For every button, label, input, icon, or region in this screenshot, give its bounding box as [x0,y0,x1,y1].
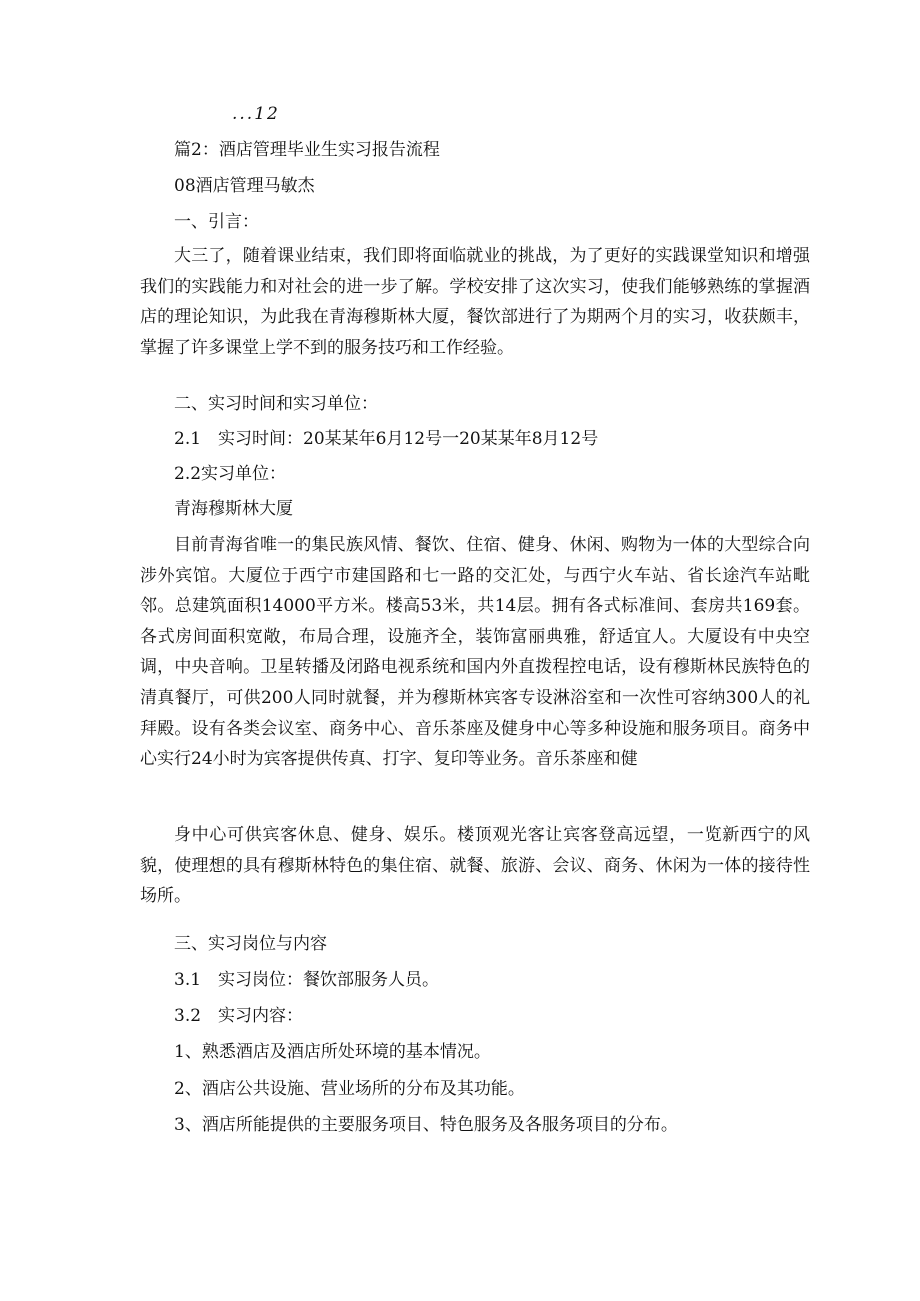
intro-paragraph: 大三了，随着课业结束，我们即将面临就业的挑战，为了更好的实践课堂知识和增强我们的实践能力和对社会的进一步了解。学校安排了这次实习，使我们能够熟练的掌握酒店的理论知识，为此我在青海穆斯林大厦，餐饮部进行了为期两个月的实习，收获颇丰，掌握了许多课堂上学不到的服务技巧和工作经验。 [140,246,810,358]
section-heading-intro: 一、引言： [174,212,259,232]
internship-post: 3.1 实习岗位：餐饮部服务人员。 [174,970,440,990]
section-heading-post-content: 三、实习岗位与内容 [174,934,327,954]
internship-unit-label: 2.2实习单位： [174,464,287,484]
internship-unit-name: 青海穆斯林大厦 [174,499,293,519]
content-list-item: 2、酒店公共设施、营业场所的分布及其功能。 [174,1079,525,1099]
content-list-item: 1、熟悉酒店及酒店所处环境的基本情况。 [174,1042,491,1062]
document-title: 篇2：酒店管理毕业生实习报告流程 [174,140,440,160]
hotel-description-continued: 身中心可供宾客休息、健身、娱乐。楼顶观光客让宾客登高远望，一览新西宁的风貌，使理想的具有穆斯林特色的集住宿、就餐、旅游、会议、商务、休闲为一体的接待性场所。 [140,825,810,907]
hotel-description-paragraph: 目前青海省唯一的集民族风情、餐饮、住宿、健身、休闲、购物为一体的大型综合向涉外宾馆。大厦位于西宁市建国路和七一路的交汇处，与西宁火车站、省长途汽车站毗邻。总建筑面积14000平方米。楼高53米，共14层。拥有各式标准间、套房共169套。各式房间面积宽敞，布局合理，设施齐全，装饰富丽典雅，舒适宜人。大厦设有中央空调，中央音响。卫星转播及闭路电视系统和国内外直拨程控电话，设有穆斯林民族特色的清真餐厅，可供200人同时就餐，并为穆斯林宾客专设淋浴室和一次性可容纳300人的礼拜殿。设有各类会议室、商务中心、音乐茶座及健身中心等多种设施和服务项目。商务中心实行24小时为宾客提供传真、打字、复印等业务。音乐茶座和健 [140,535,810,770]
author-line: 08酒店管理马敏杰 [174,176,315,196]
internship-time: 2.1 实习时间：20某某年6月12号一20某某年8月12号 [174,429,599,449]
internship-content-label: 3.2 实习内容： [174,1006,304,1026]
toc-page-number: ...12 [232,104,280,124]
section-heading-time-unit: 二、实习时间和实习单位： [174,394,378,414]
content-list-item: 3、酒店所能提供的主要服务项目、特色服务及各服务项目的分布。 [174,1115,678,1135]
